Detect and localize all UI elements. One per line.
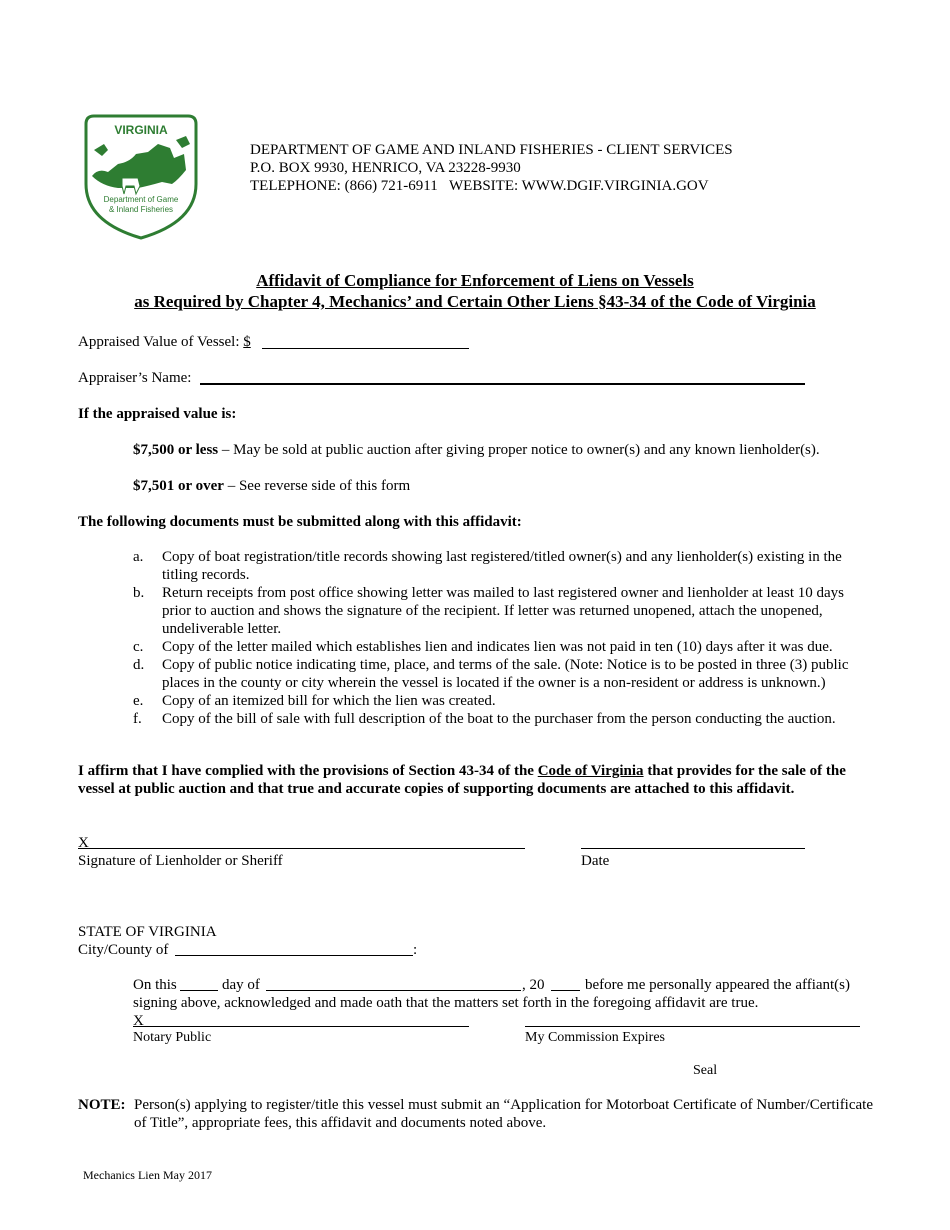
documents-list (133, 548, 873, 728)
condition-high-amount: $7,501 or over (133, 478, 224, 494)
agency-phone: TELEPHONE: (866) 721-6911 (250, 178, 438, 194)
note-text: Person(s) applying to register/title this vessel must submit an “Application for Motorboat Certificate of Number/Certificate of Title”, appropriate fees, this affidavit and documents noted above. (134, 1097, 873, 1131)
city-county-label: City/County of (78, 942, 169, 958)
form-title-line1: Affidavit of Compliance for Enforcement of Liens on Vessels (256, 271, 694, 290)
commission-expires-label: My Commission Expires (525, 1030, 666, 1045)
day-of-label: day of (222, 977, 260, 993)
appraised-value-field[interactable] (262, 348, 469, 349)
list-item: a. Copy of boat registration/title records showing last registered/titled owner(s) and any lienholder(s) existing in the titling records. (133, 549, 842, 583)
agency-name: DEPARTMENT OF GAME AND INLAND FISHERIES - CLIENT SERVICES (250, 142, 733, 158)
condition-high-text: – See reverse side of this form (223, 478, 411, 494)
dgif-logo (78, 114, 204, 240)
notary-signature-field[interactable] (133, 1026, 469, 1027)
signature-label: Signature of Lienholder or Sheriff (78, 853, 283, 869)
commission-expires-field[interactable] (525, 1026, 860, 1027)
notary-public-label: Notary Public (133, 1030, 212, 1045)
agency-contact (250, 177, 733, 195)
date-field[interactable] (581, 848, 805, 849)
agency-header (250, 141, 733, 195)
appraiser-name-label: Appraiser’s Name: (78, 370, 192, 386)
signature-x-mark: X (78, 835, 89, 851)
condition-low-text: – May be sold at public auction after giving proper notice to owner(s) and any known lienholder(s). (218, 442, 820, 458)
condition-low-amount: $7,500 or less (133, 442, 219, 458)
oath-text: signing above, acknowledged and made oath that the matters set forth in the foregoing affidavit are true. (133, 995, 759, 1011)
list-item: b. Return receipts from post office showing letter was mailed to last registered owner and lienholder at least 10 days prior to auction and shows the signature of the recipient. If letter was returned unopened, attach the unopened, undeliverable letter. (133, 585, 845, 637)
before-me-text: before me personally appeared the affiant(s) (585, 977, 851, 993)
svg-text:& Inland Fisheries: & Inland Fisheries (108, 205, 174, 214)
code-of-virginia-ref: Code of Virginia (537, 763, 644, 779)
day-field[interactable] (180, 990, 218, 991)
year-field[interactable] (551, 990, 580, 991)
agency-address: P.O. BOX 9930, HENRICO, VA 23228-9930 (250, 160, 521, 176)
date-label: Date (581, 853, 610, 869)
list-item: d. Copy of public notice indicating time, place, and terms of the sale. (Note: Notice is to be posted in three (3) public places in the county or city wherein the vessel is located if the owner is a non-resident or address is unknown.) (133, 657, 849, 691)
note-label: NOTE: (78, 1097, 126, 1113)
affirmation-statement: I affirm that I have complied with the provisions of Section 43-34 of the Code of Virginia that provides for the sale of the vessel at public auction and that true and accurate copies of supporting documents are attached to this affidavit. (78, 763, 846, 797)
note-block (78, 1096, 873, 1132)
notary-x-mark: X (133, 1013, 144, 1029)
form-title-line2: as Required by Chapter 4, Mechanics’ and Certain Other Liens §43-34 of the Code of Virginia (134, 292, 816, 311)
city-county-field[interactable] (175, 955, 413, 956)
city-county-colon: : (413, 942, 418, 958)
condition-high (133, 477, 410, 495)
appraised-value-row (78, 333, 251, 351)
list-item: e. Copy of an itemized bill for which the lien was created. (133, 693, 496, 709)
appraiser-name-field[interactable] (200, 383, 805, 385)
svg-text:VIRGINIA: VIRGINIA (114, 123, 168, 137)
year-prefix: , 20 (522, 977, 545, 993)
signature-field[interactable] (78, 848, 525, 849)
agency-website: WEBSITE: WWW.DGIF.VIRGINIA.GOV (449, 178, 709, 194)
state-label: STATE OF VIRGINIA (78, 924, 217, 940)
on-this-label: On this (133, 977, 177, 993)
documents-heading: The following documents must be submitted along with this affidavit: (78, 514, 522, 530)
seal-label: Seal (693, 1063, 718, 1078)
svg-text:Department of Game: Department of Game (103, 195, 179, 204)
month-field[interactable] (266, 990, 521, 991)
conditions-heading: If the appraised value is: (78, 406, 237, 422)
list-item: c. Copy of the letter mailed which establishes lien and indicates lien was not paid in ten (10) days after it was due. (133, 639, 833, 655)
condition-low (133, 441, 820, 459)
dgif-seal-image (78, 114, 204, 240)
list-item: f. Copy of the bill of sale with full description of the boat to the purchaser from the person conducting the auction. (133, 711, 836, 727)
form-id: Mechanics Lien May 2017 (83, 1168, 212, 1182)
appraised-value-label: Appraised Value of Vessel: (78, 334, 240, 350)
currency-symbol: $ (243, 334, 251, 350)
